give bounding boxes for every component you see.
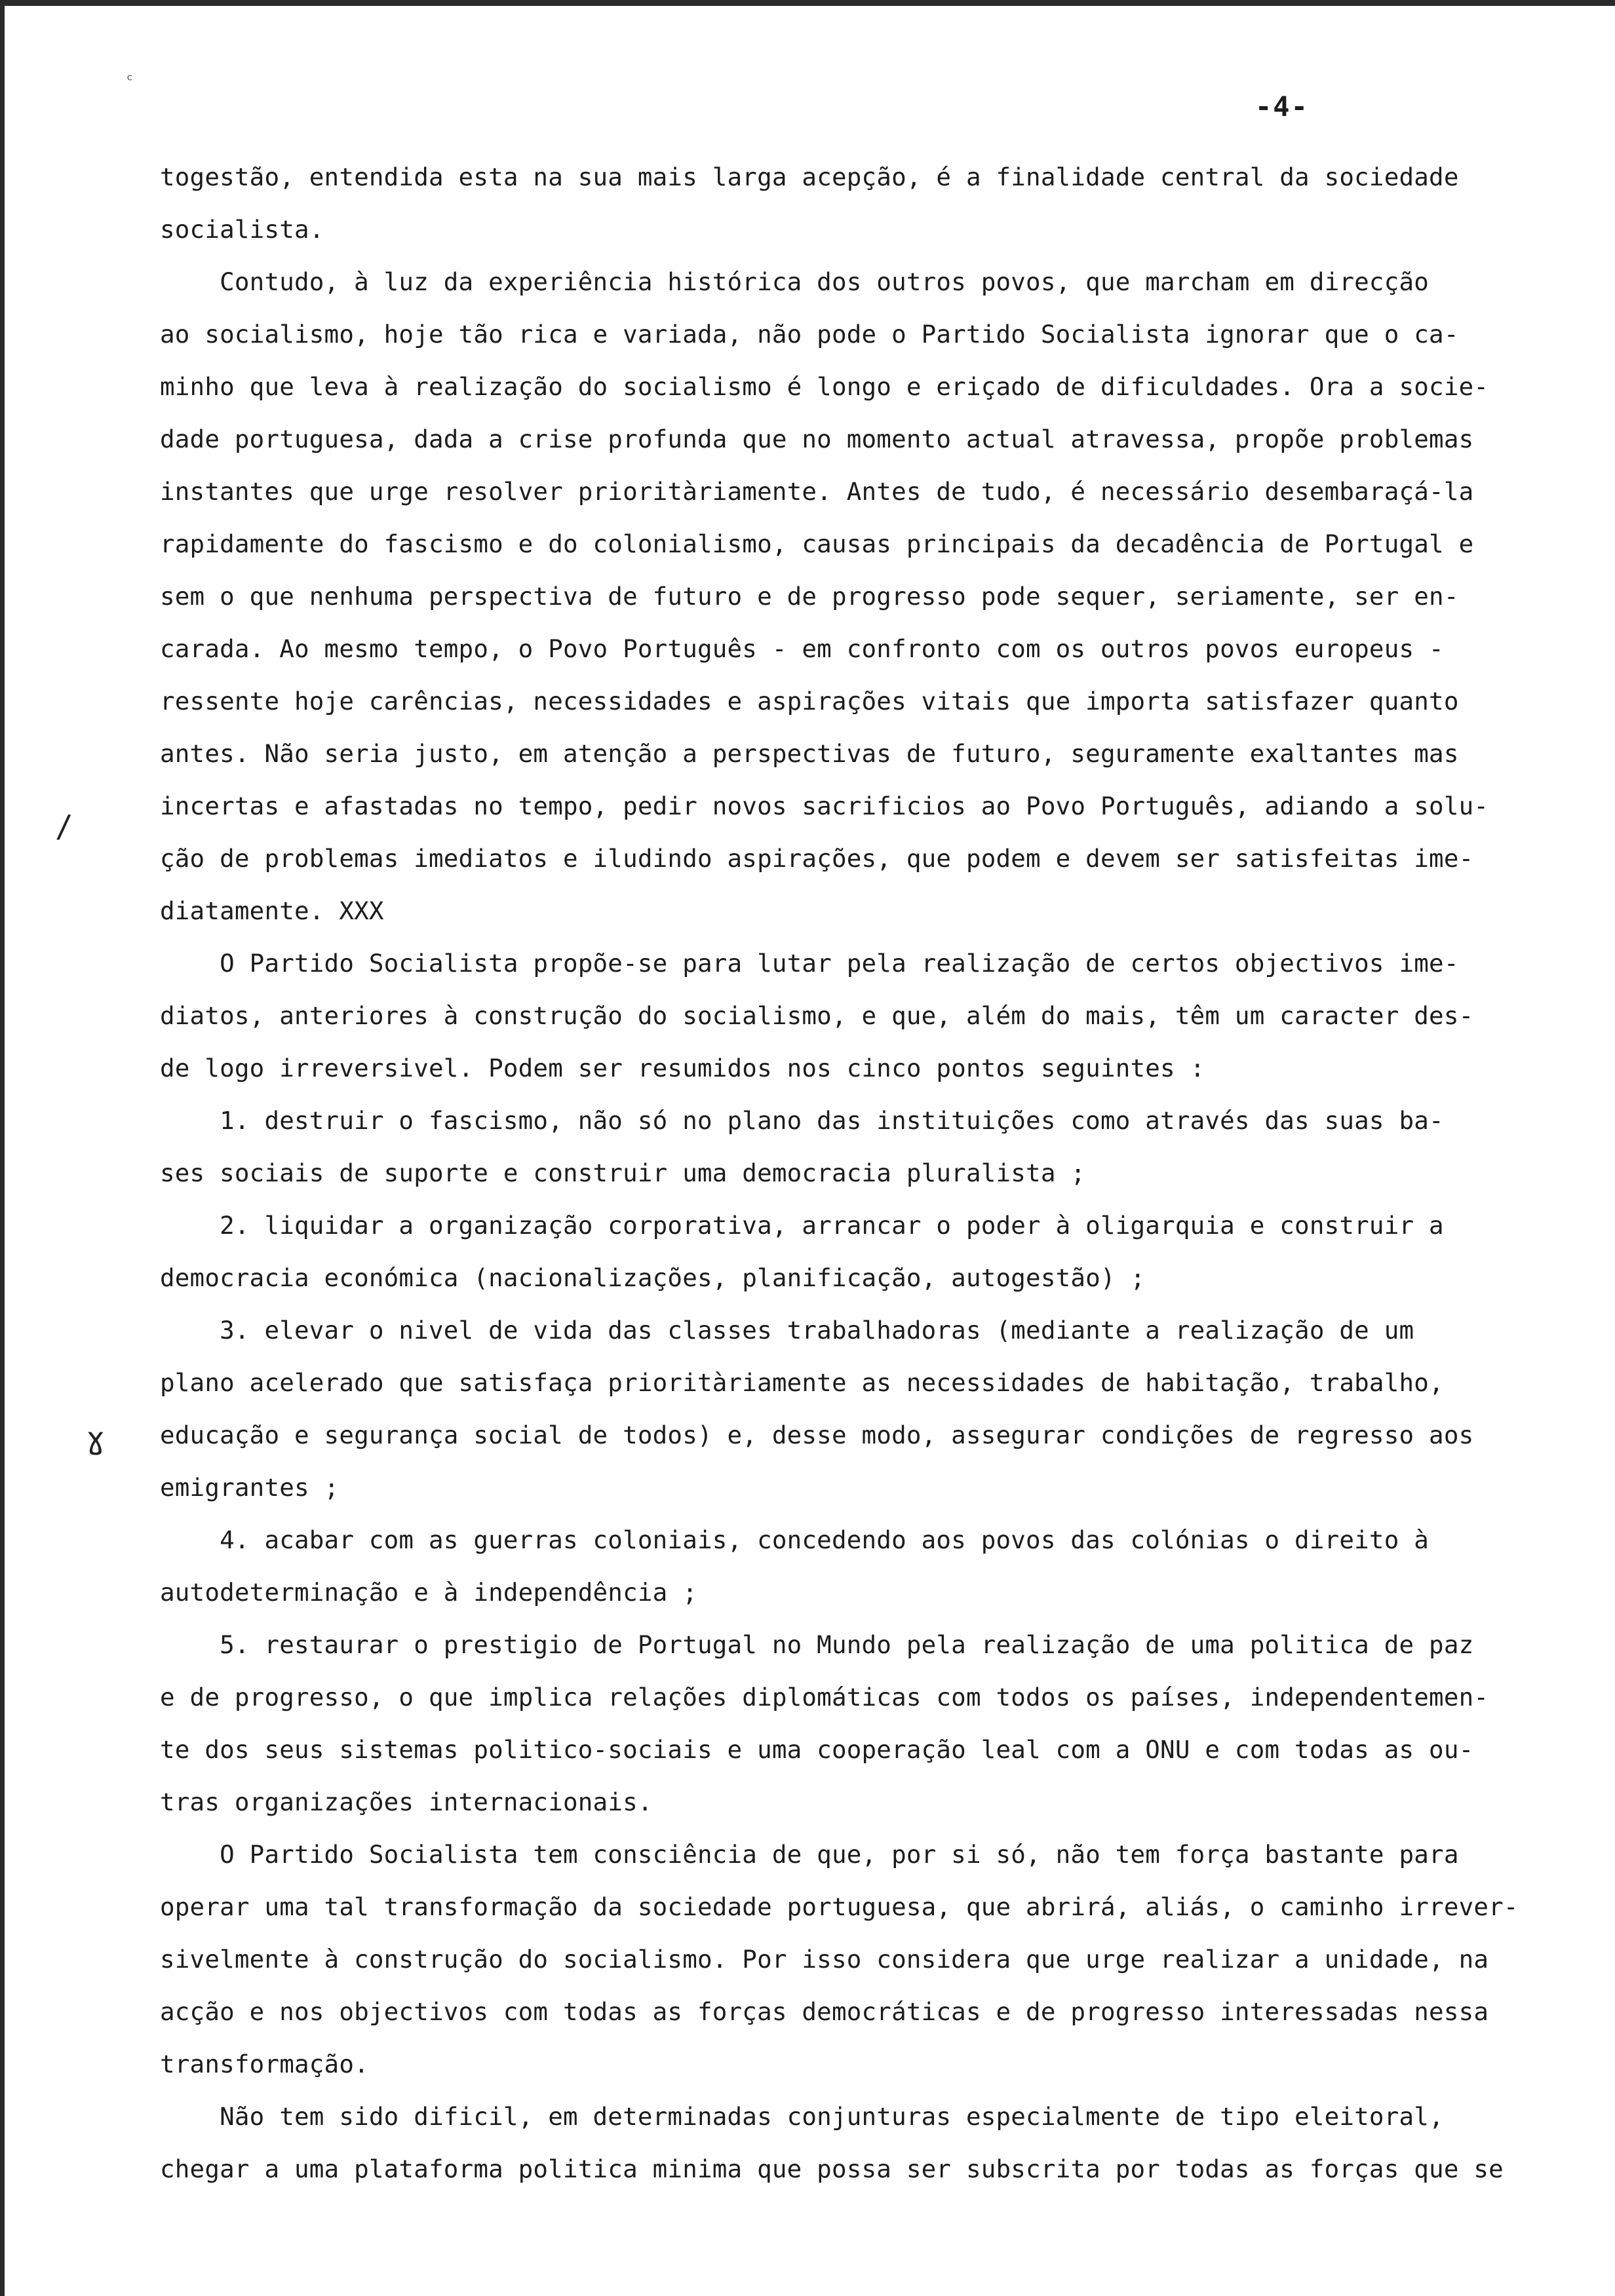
text-line: togestão, entendida esta na sua mais larga acepção, é a finalidade central da sociedade xyxy=(160,163,1459,191)
text-line: 3. elevar o nivel de vida das classes trabalhadoras (mediante a realização de um xyxy=(160,1316,1414,1345)
text-line: 4. acabar com as guerras coloniais, concedendo aos povos das colónias o direito à xyxy=(160,1525,1430,1554)
text-line: transformação. xyxy=(160,2050,369,2078)
text-line: de logo irreversivel. Podem ser resumidos nos cinco pontos seguintes : xyxy=(160,1054,1205,1082)
text-line: ressente hoje carências, necessidades e aspirações vitais que importa satisfazer quanto xyxy=(160,687,1459,716)
text-line: operar uma tal transformação da sociedade portuguesa, que abrirá, aliás, o caminho irrever- xyxy=(160,1892,1519,1921)
text-line: carada. Ao mesmo tempo, o Povo Português - em confronto com os outros povos europeus - xyxy=(160,634,1444,663)
text-line: chegar a uma plataforma politica minima que possa ser subscrita por todas as forças que se xyxy=(160,2154,1504,2183)
text-line: dade portuguesa, dada a crise profunda que no momento actual atravessa, propõe problemas xyxy=(160,425,1474,453)
text-line: socialista. xyxy=(160,215,324,244)
text-line: diatamente. XXX xyxy=(160,896,384,925)
text-line: O Partido Socialista tem consciência de que, por si só, não tem força bastante para xyxy=(160,1840,1459,1869)
scan-edge-left xyxy=(0,0,5,2296)
text-line: ção de problemas imediatos e iludindo aspirações, que podem e devem ser satisfeitas ime- xyxy=(160,844,1474,873)
text-line: democracia económica (nacionalizações, planificação, autogestão) ; xyxy=(160,1263,1146,1292)
text-line: educação e segurança social de todos) e, desse modo, assegurar condições de regresso aos xyxy=(160,1421,1474,1449)
text-line: emigrantes ; xyxy=(160,1473,340,1502)
text-line: diatos, anteriores à construção do socialismo, e que, além do mais, têm um caracter des- xyxy=(160,1001,1474,1030)
text-line: autodeterminação e à independência ; xyxy=(160,1578,697,1607)
text-line: minho que leva à realização do socialismo é longo e eriçado de dificuldades. Ora a socie- xyxy=(160,372,1489,401)
text-line: 5. restaurar o prestigio de Portugal no Mundo pela realização de uma politica de paz xyxy=(160,1630,1474,1659)
text-line: ses sociais de suporte e construir uma democracia pluralista ; xyxy=(160,1158,1086,1187)
text-line: te dos seus sistemas politico-sociais e uma cooperação leal com a ONU e com todas as ou- xyxy=(160,1735,1474,1764)
text-line: Contudo, à luz da experiência histórica dos outros povos, que marcham em direcção xyxy=(160,267,1430,296)
text-line: tras organizações internacionais. xyxy=(160,1788,653,1816)
text-line: instantes que urge resolver prioritàriamente. Antes de tudo, é necessário desembaraçá-la xyxy=(160,477,1474,506)
text-line: Não tem sido dificil, em determinadas conjunturas especialmente de tipo eleitoral, xyxy=(160,2102,1444,2131)
text-line: sivelmente à construção do socialismo. Por isso considera que urge realizar a unidade, na xyxy=(160,1945,1489,1974)
text-line: 2. liquidar a organização corporativa, arrancar o poder à oligarquia e construir a xyxy=(160,1211,1444,1240)
text-line: 1. destruir o fascismo, não só no plano das instituições como através das suas ba- xyxy=(160,1106,1444,1135)
margin-annotation-slash: / xyxy=(55,809,73,844)
text-line: e de progresso, o que implica relações diplomáticas com todos os países, independentemen- xyxy=(160,1683,1489,1712)
margin-annotation-hook: ɣ xyxy=(87,1421,105,1456)
text-line: acção e nos objectivos com todas as forças democráticas e de progresso interessadas nessa xyxy=(160,1997,1489,2026)
text-line: plano acelerado que satisfaça prioritàriamente as necessidades de habitação, trabalho, xyxy=(160,1368,1444,1397)
text-line: sem o que nenhuma perspectiva de futuro e de progresso pode sequer, seriamente, ser en- xyxy=(160,582,1459,611)
scan-edge-top xyxy=(0,0,1615,6)
page-number: -4- xyxy=(1255,90,1309,123)
text-line: rapidamente do fascismo e do colonialismo, causas principais da decadência de Portugal e xyxy=(160,529,1474,558)
text-line: O Partido Socialista propõe-se para lutar pela realização de certos objectivos ime- xyxy=(160,949,1459,978)
text-line: ao socialismo, hoje tão rica e variada, não pode o Partido Socialista ignorar que o ca- xyxy=(160,320,1459,349)
text-line: antes. Não seria justo, em atenção a perspectivas de futuro, seguramente exaltantes mas xyxy=(160,739,1459,768)
text-line: incertas e afastadas no tempo, pedir novos sacrificios ao Povo Português, adiando a solu- xyxy=(160,792,1489,820)
scan-speck: ᶜ xyxy=(125,71,135,90)
